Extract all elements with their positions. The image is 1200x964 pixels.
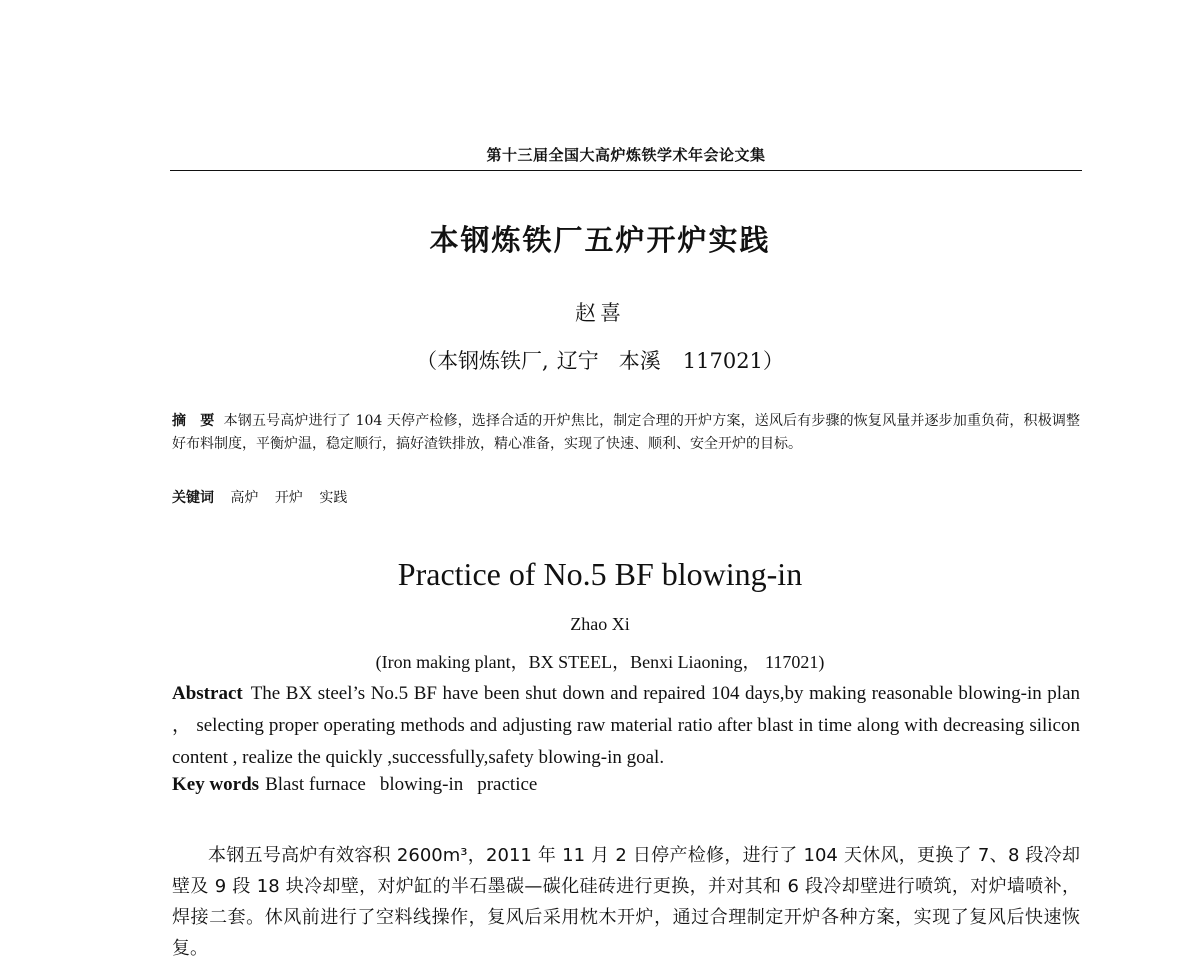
- english-title: Practice of No.5 BF blowing-in: [397, 556, 803, 592]
- affiliation-open-paren: （: [416, 349, 438, 373]
- english-abstract: [172, 678, 1080, 774]
- english-author: Zhao Xi: [570, 614, 630, 634]
- header-rule: [170, 170, 1082, 171]
- affiliation-postcode: 117021: [682, 349, 763, 373]
- chinese-abstract: [172, 410, 1080, 456]
- chinese-title: 本钢炼铁厂五炉开炉实践: [429, 223, 771, 257]
- english-keyword: Blast furnace: [265, 774, 366, 795]
- chinese-abstract-text: 本钢五号高炉进行了 104 天停产检修，选择合适的开炉焦比，制定合理的开炉方案，送风后有步骤的恢复风量并逐步加重负荷，积极调整好布料制度，平衡炉温，稳定顺行，搞好渣铁排放，精心准备，实现了快速、顺利、安全开炉的目标。: [172, 413, 1081, 452]
- english-keywords-label: Key words: [172, 774, 260, 795]
- english-keywords: [172, 774, 537, 796]
- english-affiliation: (Iron making plant，BX STEEL，Benxi Liaoning， 117021): [375, 652, 825, 672]
- english-keyword: blowing-in: [379, 774, 464, 795]
- affiliation-org: 本钢炼铁厂,: [437, 349, 549, 373]
- chinese-keyword: 高炉: [230, 490, 259, 506]
- chinese-author: 赵喜: [575, 301, 625, 325]
- chinese-abstract-label: 摘 要: [172, 413, 215, 429]
- affiliation-city: 本溪: [618, 349, 661, 373]
- english-abstract-text: The BX steel’s No.5 BF have been shut down and repaired 104 days,by making reasonable blowing-in plan ， selecting proper operating methods and adjusting raw material ratio after blast in time along with decreasing silicon content , realize the quickly ,successfully,safety blowing-in goal.: [172, 683, 1080, 768]
- english-keyword: practice: [477, 774, 538, 795]
- chinese-keywords-label: 关键词: [172, 490, 214, 506]
- affiliation-province: 辽宁: [556, 349, 599, 373]
- chinese-affiliation: [0, 345, 1200, 375]
- english-abstract-label: Abstract: [172, 683, 243, 704]
- running-header: 第十三届全国大高炉炼铁学术年会论文集: [486, 146, 766, 164]
- chinese-keyword: 实践: [319, 490, 348, 506]
- body-paragraph: 本钢五号高炉有效容积 2600m³，2011 年 11 月 2 日停产检修，进行了 104 天休风，更换了 7、8 段冷却壁及 9 段 18 块冷却壁，对炉缸的半石墨碳—碳化硅砖进行更换，并对其和 6 段冷却壁进行喷筑，对炉墙喷补，焊接二套。休风前进行了空料线操作，复风后采用枕木开炉，通过合理制定开炉各种方案，实现了复风后快速恢复。: [172, 845, 1080, 959]
- chinese-keywords: [172, 487, 347, 507]
- affiliation-close-paren: ）: [762, 349, 784, 373]
- chinese-keyword: 开炉: [274, 490, 303, 506]
